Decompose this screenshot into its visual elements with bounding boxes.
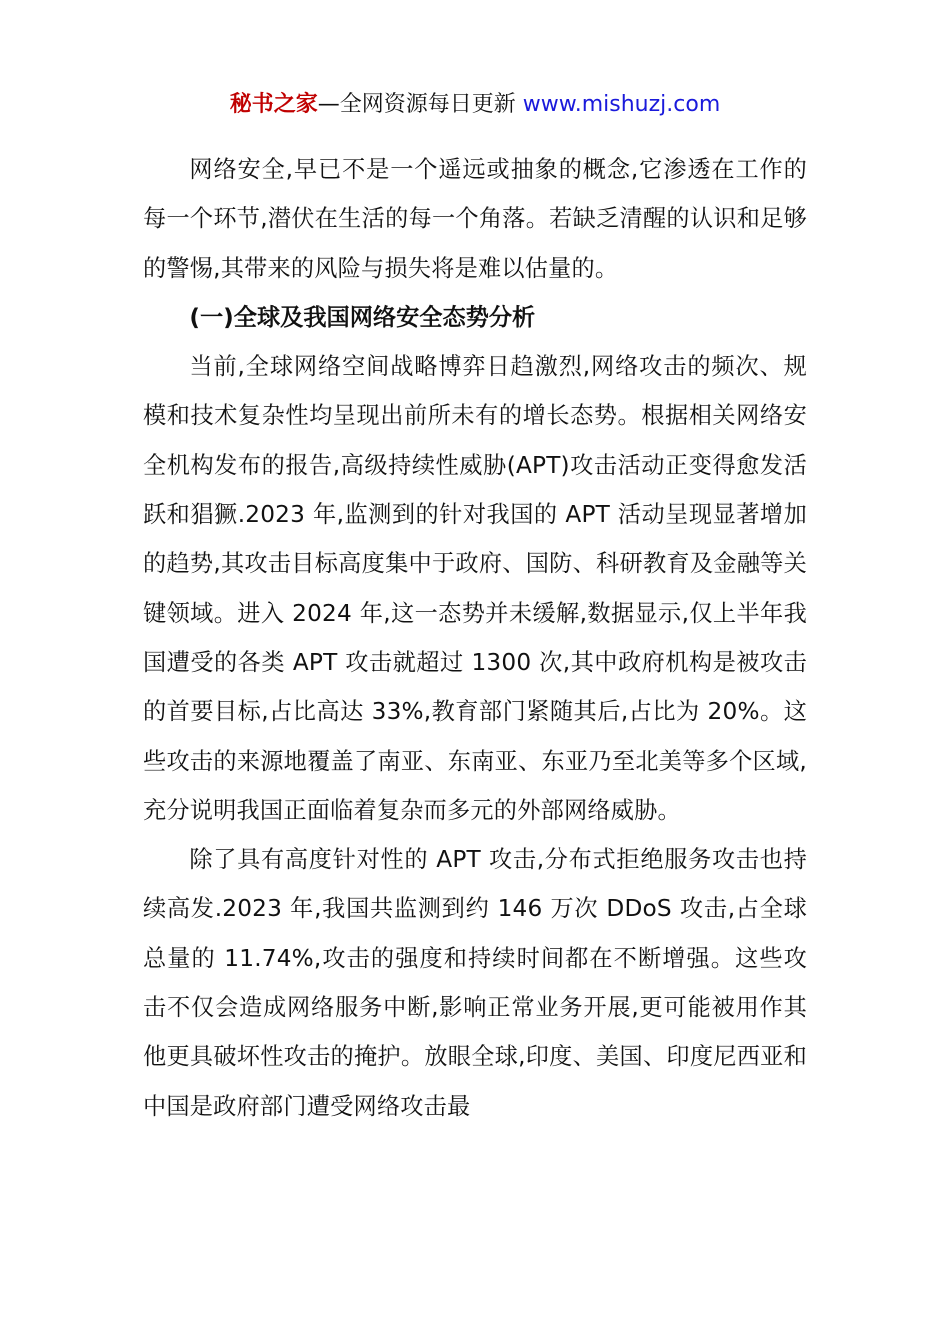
website-link[interactable]: www.mishuzj.com: [522, 92, 721, 117]
page-header: [0, 88, 950, 122]
paragraph-intro: 网络安全,早已不是一个遥远或抽象的概念,它渗透在工作的每一个环节,潜伏在生活的每一个角落。若缺乏清醒的认识和足够的警惕,其带来的风险与损失将是难以估量的。: [143, 156, 807, 282]
document-body: [143, 145, 807, 1131]
section-heading: (一)全球及我国网络安全态势分析: [189, 303, 536, 331]
paragraph-apt-analysis: 当前,全球网络空间战略博弈日趋激烈,网络攻击的频次、规模和技术复杂性均呈现出前所未有的增长态势。根据相关网络安全机构发布的报告,高级持续性威胁(APT)攻击活动正变得愈发活跃和猖獗.2023 年,监测到的针对我国的 APT 活动呈现显著增加的趋势,其攻击目标高度集中于政府、国防、科研教育及金融等关键领域。进入 2024 年,这一态势并未缓解,数据显示,仅上半年我国遭受的各类 APT 攻击就超过 1300 次,其中政府机构是被攻击的首要目标,占比高达 33%,教育部门紧随其后,占比为 20%。这些攻击的来源地覆盖了南亚、东南亚、东亚乃至北美等多个区域,充分说明我国正面临着复杂而多元的外部网络威胁。: [143, 353, 807, 824]
brand-name: 秘书之家: [229, 92, 318, 117]
paragraph-ddos-analysis: 除了具有高度针对性的 APT 攻击,分布式拒绝服务攻击也持续高发.2023 年,我国共监测到约 146 万次 DDoS 攻击,占全球总量的 11.74%,攻击的强度和持续时间都在不断增强。这些攻击不仅会造成网络服务中断,影响正常业务开展,更可能被用作其他更具破坏性攻击的掩护。放眼全球,印度、美国、印度尼西亚和中国是政府部门遭受网络攻击最: [143, 846, 807, 1120]
header-tagline: —全网资源每日更新: [317, 92, 523, 117]
